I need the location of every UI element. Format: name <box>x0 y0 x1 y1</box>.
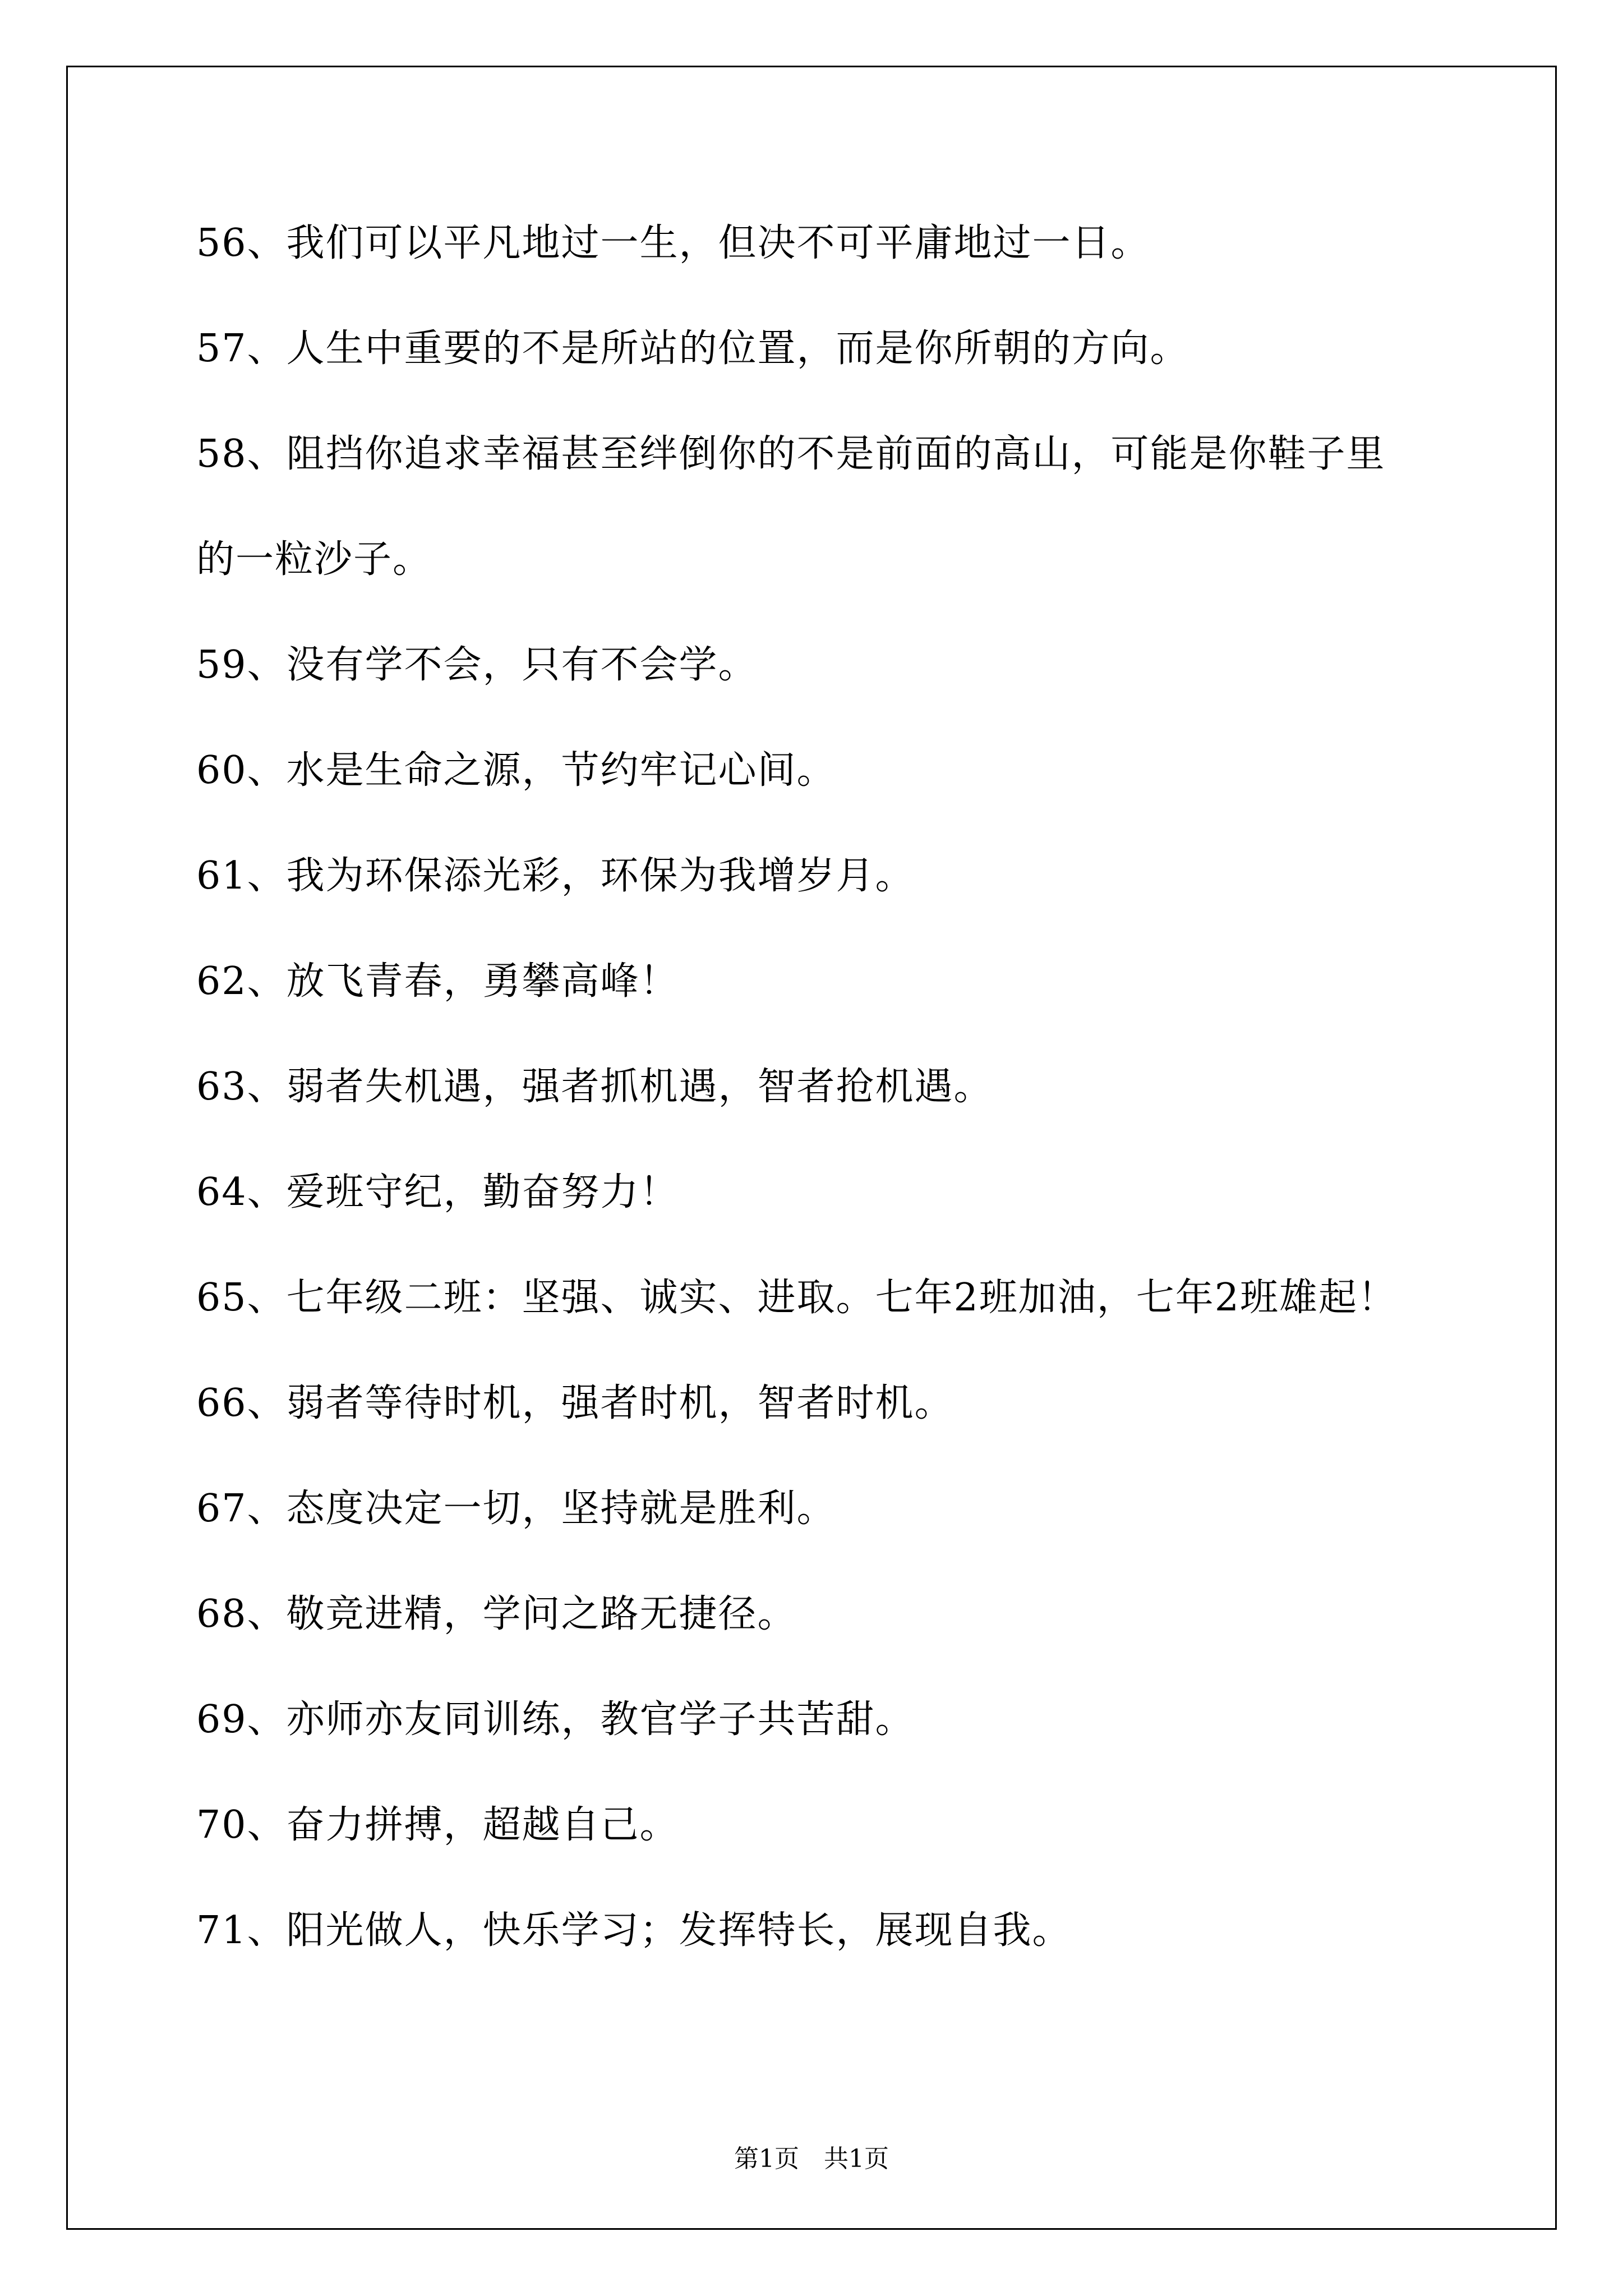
text-line: 63、弱者失机遇，强者抓机遇，智者抢机遇。 <box>196 1065 993 1109</box>
text-line: 68、敬竞进精，学问之路无捷径。 <box>196 1592 797 1636</box>
text-line: 57、人生中重要的不是所站的位置，而是你所朝的方向。 <box>196 326 1189 371</box>
text-line: 61、我为环保添光彩，环保为我增岁月。 <box>196 854 915 898</box>
text-line: 65、七年级二班：坚强、诚实、进取。七年2班加油，七年2班雄起！ <box>196 1276 1398 1320</box>
text-line: 70、奋力拼搏，超越自己。 <box>196 1803 679 1847</box>
text-line: 58、阻挡你追求幸福甚至绊倒你的不是前面的高山，可能是你鞋子里 <box>196 432 1386 476</box>
text-line: 71、阳光做人，快乐学习；发挥特长，展现自我。 <box>196 1908 1072 1953</box>
text-line: 62、放飞青春，勇攀高峰！ <box>196 959 679 1004</box>
text-line: 66、弱者等待时机，强者时机，智者时机。 <box>196 1381 954 1425</box>
text-line: 69、亦师亦友同训练，教官学子共苦甜。 <box>196 1697 915 1742</box>
text-line: 60、水是生命之源，节约牢记心间。 <box>196 748 836 793</box>
text-line: 的一粒沙子。 <box>196 537 432 582</box>
text-line: 56、我们可以平凡地过一生，但决不可平庸地过一日。 <box>196 221 1150 265</box>
text-line: 59、没有学不会，只有不会学。 <box>196 643 758 687</box>
page-border <box>66 66 1557 2230</box>
text-line: 64、爱班守纪，勤奋努力！ <box>196 1170 679 1214</box>
page-number-footer: 第1页 共1页 <box>734 2145 889 2173</box>
text-line: 67、态度决定一切，坚持就是胜利。 <box>196 1487 836 1531</box>
